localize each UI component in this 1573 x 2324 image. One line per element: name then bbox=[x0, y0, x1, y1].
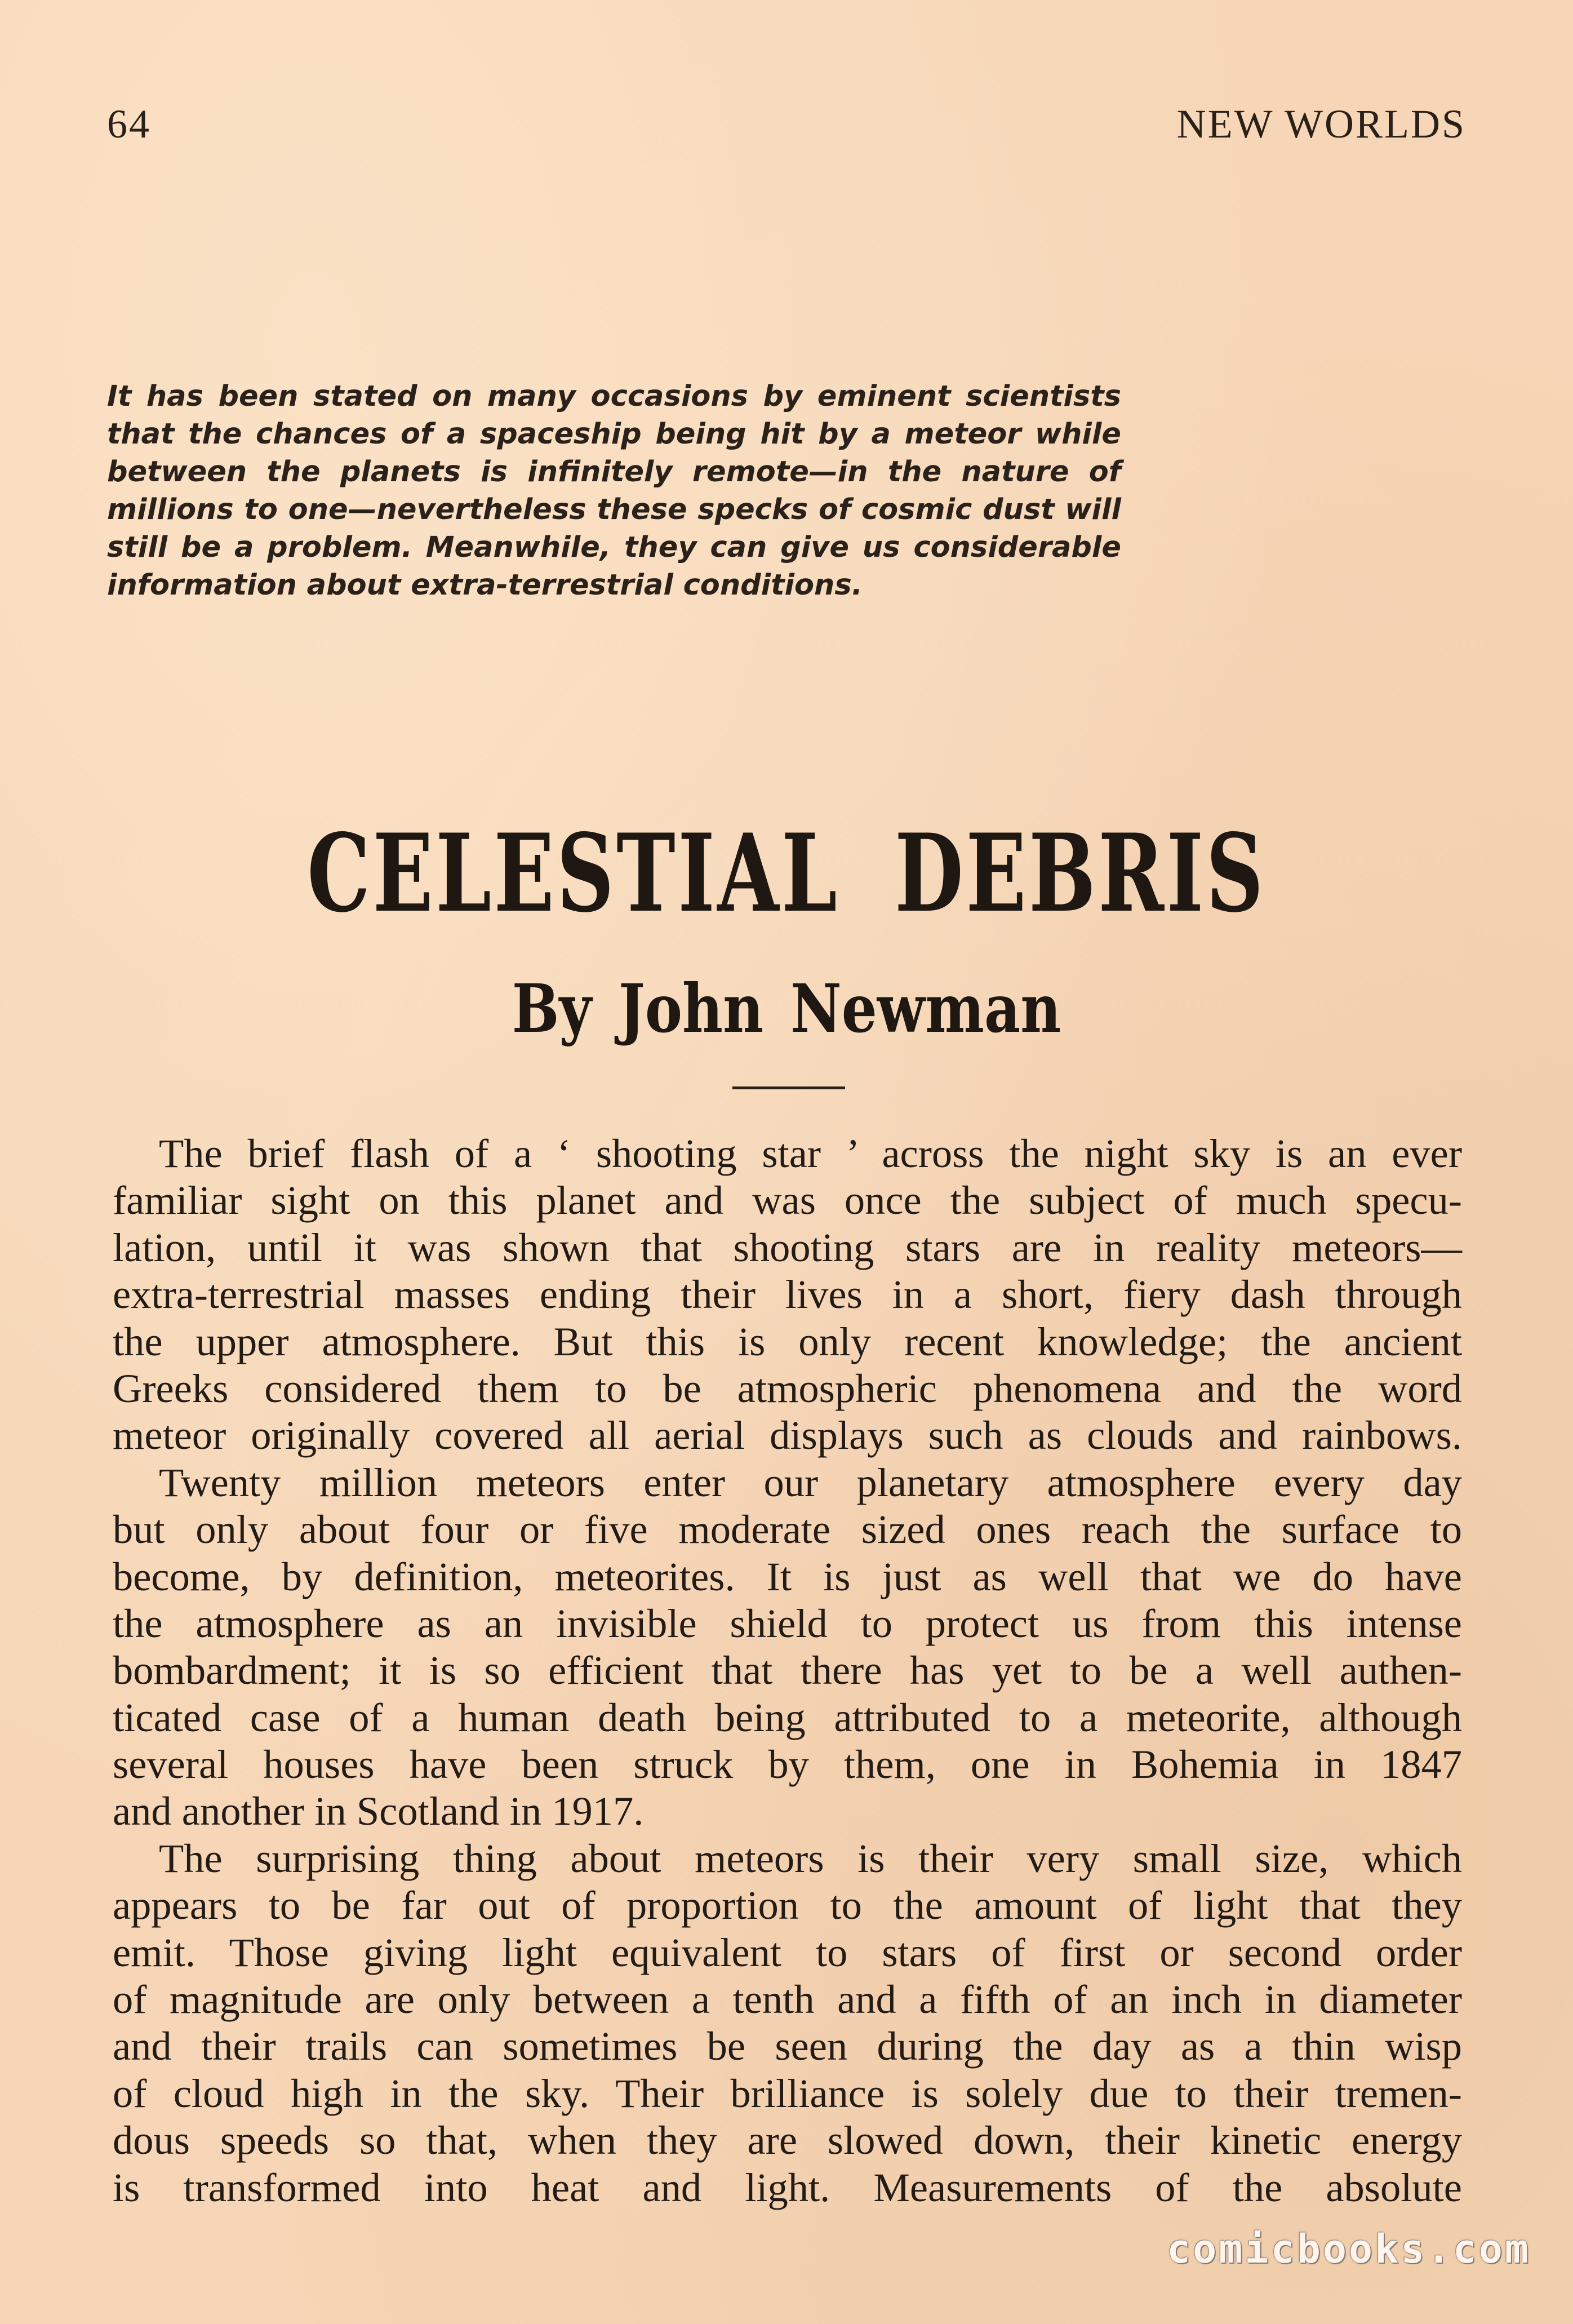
article-standfirst: It has been stated on many occasions by eminent scientists that the chances of a spaceship being hit by a meteor while between the planets is infinitely remote—in the nature of millions to one—nevertheless these specks of cosmic dust will still be a problem. Meanwhile, they can give us considerable information about extra-terrestrial conditions. bbox=[107, 380, 1121, 602]
body-line: ticated case of a human death being attributed to a meteorite, although bbox=[113, 1694, 1462, 1740]
title-divider-rule bbox=[732, 1086, 845, 1089]
body-line: and their trails can sometimes be seen during the day as a thin wisp bbox=[113, 2023, 1462, 2069]
site-watermark: comicbooks.com bbox=[1166, 2226, 1531, 2272]
body-line: emit. Those giving light equivalent to stars of first or second order bbox=[113, 1929, 1462, 1975]
body-line: but only about four or five moderate sized ones reach the surface to bbox=[113, 1506, 1462, 1553]
article-byline: By John Newman bbox=[512, 969, 1061, 1048]
body-line: Twenty million meteors enter our planetary atmosphere every day bbox=[159, 1459, 1462, 1505]
body-line: Greeks considered them to be atmospheric phenomena and the word bbox=[113, 1365, 1462, 1411]
article-title: CELESTIAL DEBRIS bbox=[307, 810, 1266, 936]
body-line: familiar sight on this planet and was once the subject of much specu- bbox=[113, 1177, 1462, 1223]
journal-title: NEW WORLDS bbox=[1176, 101, 1466, 147]
body-line: extra-terrestrial masses ending their lives in a short, fiery dash through bbox=[113, 1271, 1462, 1318]
body-line: is transformed into heat and light. Measurements of the absolute bbox=[113, 2164, 1462, 2210]
body-line: of magnitude are only between a tenth and a fifth of an inch in diameter bbox=[113, 1976, 1462, 2023]
body-line: become, by definition, meteorites. It is just as well that we do have bbox=[113, 1553, 1462, 1599]
body-line: several houses have been struck by them, one in Bohemia in 1847 bbox=[113, 1741, 1462, 1788]
running-head bbox=[107, 99, 1466, 149]
page-number: 64 bbox=[107, 101, 151, 147]
body-line: the atmosphere as an invisible shield to protect us from this intense bbox=[113, 1600, 1462, 1646]
body-line: The surprising thing about meteors is their very small size, which bbox=[159, 1835, 1462, 1881]
body-line: dous speeds so that, when they are slowed down, their kinetic energy bbox=[113, 2117, 1462, 2163]
body-line: bombardment; it is so efficient that there has yet to be a well authen- bbox=[113, 1647, 1462, 1693]
article-body bbox=[113, 1130, 1462, 2211]
body-line: The brief flash of a ‘ shooting star ’ across the night sky is an ever bbox=[159, 1130, 1462, 1176]
body-line: the upper atmosphere. But this is only recent knowledge; the ancient bbox=[113, 1318, 1462, 1364]
body-line: and another in Scotland in 1917. bbox=[113, 1788, 644, 1834]
body-line: appears to be far out of proportion to the amount of light that they bbox=[113, 1882, 1462, 1928]
body-line: of cloud high in the sky. Their brilliance is solely due to their tremen- bbox=[113, 2070, 1462, 2116]
body-line: meteor originally covered all aerial displays such as clouds and rainbows. bbox=[113, 1412, 1462, 1458]
body-line: lation, until it was shown that shooting stars are in reality meteors— bbox=[113, 1224, 1462, 1270]
